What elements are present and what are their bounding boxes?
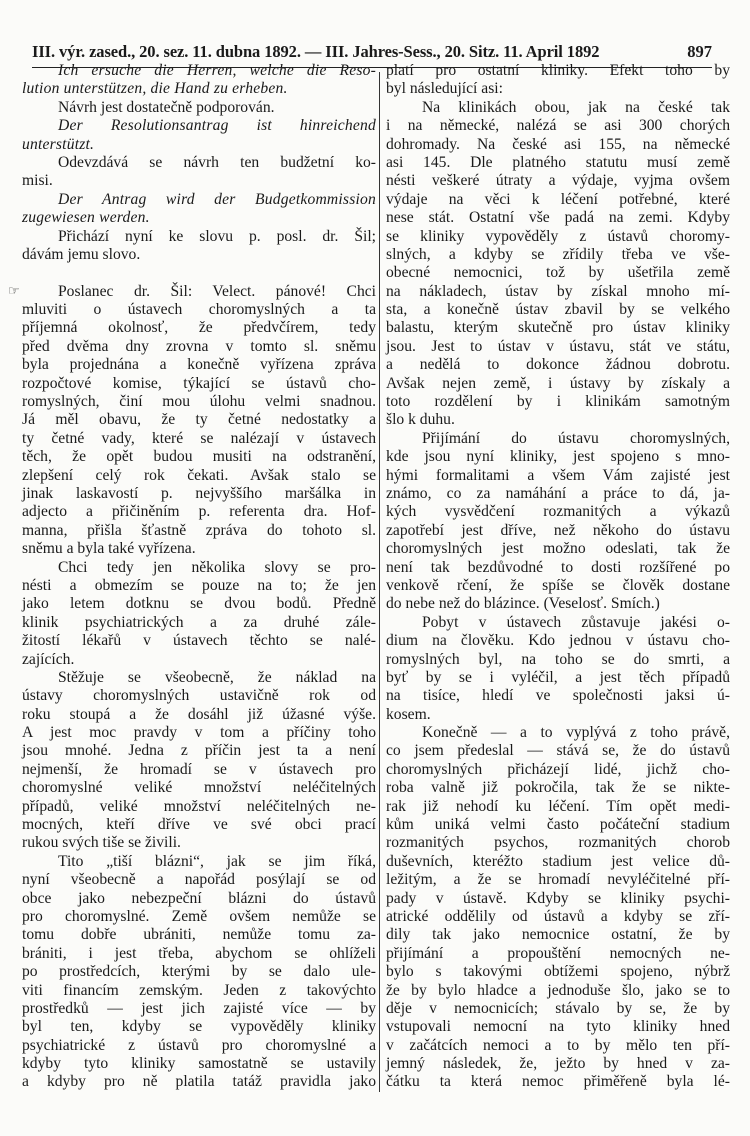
text-line: nyní všeobecně a napořád posýlají se od [22, 871, 376, 889]
text-line: výdaje na věci k léčení potřebné, které [386, 190, 730, 208]
text-line: klinik psychiatrických a za druhé zále- [22, 613, 376, 631]
running-head: III. výr. zased., 20. sez. 11. dubna 1892. — III. Jahres-Sess., 20. Sitz. 11. April 1892 [32, 42, 600, 61]
text-line: v začátcích nemoci a to by mělo ten pří- [386, 1036, 730, 1054]
text-line: lution unterstützen, die Hand zu erheben. [22, 80, 288, 98]
text-line: jemný následek, že, ježto by hned v za- [386, 1055, 730, 1073]
text-line: na nákladech, ústav by získal mnoho mí- [386, 282, 730, 300]
text-line: prostředků — jest jich zajisté více — by [22, 999, 376, 1017]
text-line: Tito „tiší blázni“, jak se jim říká, [58, 852, 376, 870]
text-line: známo, co za namáhání a práce to dá, ja- [386, 484, 730, 502]
text-line: vstupovali nemocní na tyto kliniky hned [386, 1018, 730, 1036]
speech-paragraph [8, 282, 376, 559]
text-line: není tak bezdůvodné to dosti rozšířené po [386, 558, 730, 576]
text-line: balastu, kterým skutečně pro ústav kliniky [386, 319, 730, 337]
text-line: roku stoupá a že dosáhl již úžasné výše. [22, 705, 376, 723]
paragraph [22, 117, 376, 154]
text-line: romyslných byl, na toho se do smrti, a [386, 650, 730, 668]
text-line: Pobyt v ústavech zůstavuje jakési o- [422, 613, 730, 631]
paragraph [22, 62, 376, 99]
text-line: A jest moc pravdy v tom a příčiny toho [22, 724, 376, 742]
text-line: kům uniká velmi často počáteční stadium [386, 816, 730, 834]
text-line: ty četné vady, které se nalézají v ústavech [22, 429, 376, 447]
text-line: choromyslných přicházejí lidé, jichž cho- [386, 760, 730, 778]
text-line: čátku ta která nemoc přiměřeně byla lé- [386, 1073, 730, 1091]
text-line: kých vysvědčení rozmanitých a výkazů [386, 503, 730, 521]
text-line: Ich ersuche die Herren, welche die Reso- [58, 62, 376, 79]
paragraph [22, 99, 376, 117]
text-line: zajících. [22, 650, 75, 668]
text-line: těch, že opět budou musiti na odstranění, [22, 448, 376, 466]
text-line: tomu dobře ubrániti, nemůže tomu za- [22, 926, 376, 944]
text-line: a nedělá to dokonce žádnou dobrotu. [386, 356, 730, 374]
text-line: unterstützt. [22, 135, 95, 153]
text-line: do nebe než do blázince. (Veselosť. Smích.) [386, 595, 660, 613]
text-line: bylo s takovými obtížemi spojeno, nýbrž [386, 963, 730, 981]
text-line: Poslanec dr. Šil: Velect. pánové! Chci [58, 282, 376, 300]
text-line: že by bylo hladce a jednoduše šlo, jako se to [386, 981, 730, 999]
paragraph [386, 724, 730, 1092]
text-line: Stěžuje se všeobecně, že náklad na [58, 668, 376, 686]
paragraph [22, 228, 376, 265]
text-line: dohromady. Na české asi 155, na německé [386, 135, 730, 153]
text-line: rozpočtové komise, týkající se ústavů cho- [22, 374, 376, 392]
text-line: zlepšení celý rok čekati. Avšak stalo se [22, 466, 376, 484]
text-line: Já měl obavu, že ty četné nedostatky a [22, 411, 376, 429]
text-line: pady v ústavě. Kdyby se kliniky psychi- [386, 889, 730, 907]
text-line: kdyby tyto kliniky samostatně se ustavily [22, 1055, 376, 1073]
text-line: Der Resolutionsantrag ist hinreichend [58, 117, 376, 135]
text-line: mocných, kteří dříve ve své obci prací [22, 816, 376, 834]
text-line: šlo k duhu. [386, 411, 455, 429]
text-line: kde jsou nyní kliniky, jest spojeno s mno- [386, 448, 730, 466]
text-line: byla projednána a konečně vyřízena zpráva [22, 356, 376, 374]
text-line: dávám jemu slovo. [22, 245, 141, 263]
paragraph [22, 191, 376, 228]
paragraph [386, 99, 730, 430]
text-line: jsou. Jest to ústav v ústavu, stát ve státu, [386, 337, 730, 355]
text-line: a kdyby pro ně platila tatáž pravidla jako [22, 1073, 376, 1091]
text-line: platí pro ostatní kliniky. Efekt toho by [386, 62, 730, 79]
text-line: jinak laskavostí p. nejvyššího maršálka in [22, 484, 376, 502]
text-line: Přichází nyní ke slovu p. posl. dr. Šil; [58, 227, 376, 245]
pointing-hand-icon: ☞ [8, 282, 20, 298]
text-line: manna, přišla šťastně zpráva do tohoto sl. [22, 521, 376, 539]
text-line: nésti veškeré útraty a výdaje, vyjma ovšem [386, 172, 730, 190]
text-line: pro choromyslné. Země ovšem nemůže se [22, 907, 376, 925]
paragraph-gap [22, 264, 376, 282]
text-line: byl následující asi: [386, 80, 503, 98]
text-line: po prostředcích, kterými by se dalo ule- [22, 963, 376, 981]
right-column [386, 62, 730, 1092]
text-line: i na německé, nalézá se asi 300 chorých [386, 117, 730, 135]
text-line: na tisíce, hledí ve společnosti jaksi ú- [386, 687, 730, 705]
page-header [32, 42, 712, 64]
left-column [8, 62, 376, 1092]
text-line: venkově rčení, že spíše se člověk dostane [386, 576, 730, 594]
text-line: mluviti o ústavech choromyslných a ta [22, 301, 376, 319]
text-line: Chci tedy jen několika slovy se pro- [58, 558, 376, 576]
text-line: roba valně již pokročila, tak že se nikte- [386, 779, 730, 797]
text-line: nejmenší, že hromadí se v ústavech pro [22, 760, 376, 778]
text-line: Přijímání do ústavu choromyslných, [422, 429, 730, 447]
text-line: obce jako nebezpeční blázni do ústavů [22, 889, 376, 907]
text-line: kosem. [386, 705, 431, 723]
paragraph [22, 559, 376, 669]
text-line: před dvěma dny zrovna v tomto sl. sněmu [22, 337, 376, 355]
paragraph [386, 614, 730, 724]
text-line: přijímání a propouštění nemocných ne- [386, 944, 730, 962]
text-line: nese stát. Ostatní vše padá na zemi. Kdyby [386, 209, 730, 227]
text-line: byl ten, kdyby se vypověděly kliniky [22, 1018, 376, 1036]
text-line: rak již nehodí ku léčení. Tím opět medi- [386, 797, 730, 815]
paragraph [22, 669, 376, 853]
paragraph [386, 62, 730, 99]
text-line: Na klinikách obou, jak na české tak [422, 98, 730, 116]
paragraph [22, 853, 376, 1092]
text-line: brániti, i jest třeba, abychom se ohlíželi [22, 944, 376, 962]
text-line: případů, veliké množství neléčitelných ne- [22, 797, 376, 815]
text-line: slných, a kdyby se zřídily třeba ve vše- [386, 245, 730, 263]
text-line: se kliniky vypověděly z ústavů choromy- [386, 227, 730, 245]
text-line: misi. [22, 172, 53, 190]
column-divider [379, 72, 380, 1092]
text-line: toto rozdělení by i klinikám samotným [386, 393, 730, 411]
text-line: asi 145. Dle platného statutu musí země [386, 153, 730, 171]
text-line: Avšak nejen země, i ústavy by získaly a [386, 374, 730, 392]
text-line: rozmanitých psychos, rozmanitých chorob [386, 834, 730, 852]
text-line: choromyslných jest možno odeslati, tak že [386, 540, 730, 558]
text-line: sta, a konečně ústav zbavil by se velkého [386, 301, 730, 319]
text-line: jsou mnohé. Jedna z příčin jest ta a není [22, 742, 376, 760]
text-line: hými formalitami a všem Vám zajisté jest [386, 466, 730, 484]
text-line: příjemná okolnosť, že předvčírem, tedy [22, 319, 376, 337]
text-line: byť by se i vyléčil, a jest těch případů [386, 668, 730, 686]
paragraph [22, 154, 376, 191]
text-line: psychiatrické z ústavů pro choromyslné a [22, 1036, 376, 1054]
text-line: dily tak jako nemocnice ostatní, že by [386, 926, 730, 944]
text-line: atrické oddělily od ústavů a kdyby se zří- [386, 907, 730, 925]
text-line: adjecto a přičiněním p. referenta dra. Hof- [22, 503, 376, 521]
text-line: Der Antrag wird der Budgetkommission [58, 190, 376, 208]
text-line: děje v nemocnicích; stávalo by se, že by [386, 999, 730, 1017]
text-line: ústavy choromyslných ustavičně rok od [22, 687, 376, 705]
text-line: duševních, kteréžto stadium jest velice dů- [386, 852, 730, 870]
text-line: sněmu a byla také vyřízena. [22, 540, 196, 558]
text-line: co jsem předeslal — stává se, že do ústavů [386, 742, 730, 760]
text-line: dium na člověku. Kdo jednou v ústavu cho- [386, 632, 730, 650]
text-line: choromyslné veliké množství neléčitelných [22, 779, 376, 797]
page-number: 897 [687, 42, 712, 61]
text-line: nésti a obmezím se pouze na to; že jen [22, 576, 376, 594]
text-line: Odevzdává se návrh ten budžetní ko- [58, 153, 376, 171]
text-line: romyslných, činí mou úlohu velmi snadnou. [22, 393, 376, 411]
text-line: zugewiesen werden. [22, 209, 150, 227]
text-line: Konečně — a to vyplývá z toho právě, [422, 724, 730, 742]
text-line: rukou svých tiše se živili. [22, 834, 181, 852]
text-line: Návrh jest dostatečně podporován. [58, 98, 275, 116]
paragraph [386, 430, 730, 614]
text-line: žitostí lékařů v ústavech těchto se nalé- [22, 632, 376, 650]
text-line: obecné nemocnici, tož by ušetřila země [386, 264, 730, 282]
text-line: viti financím zemským. Jeden z takovýchto [22, 981, 376, 999]
text-line: zapotřebí jest dříve, než někoho do ústavu [386, 521, 730, 539]
text-line: ležitým, a že se hromadí nevyléčitelné pří- [386, 871, 730, 889]
text-line: jako letem dotknu se dvou bodů. Předně [22, 595, 376, 613]
